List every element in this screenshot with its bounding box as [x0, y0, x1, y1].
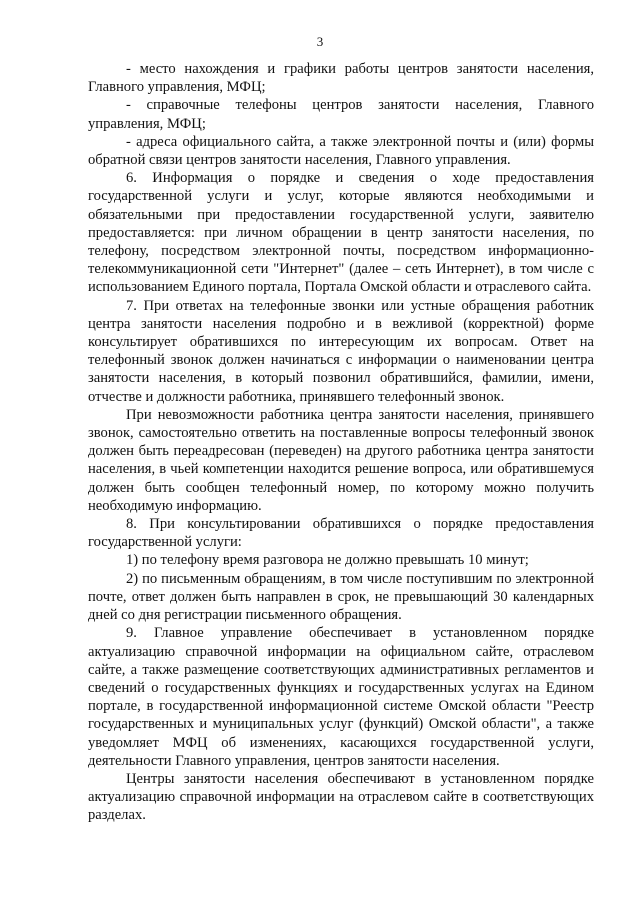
paragraph-clause-8: 8. При консультировании обратившихся о порядке предоставления государственной услуги: [88, 516, 594, 551]
paragraph-clause-6: 6. Информация о порядке и сведения о ходе предоставления государственной услуги и услуг, которые являются необходимыми и обязательными при предоставлении государственной услуги, заявителю предоставляется: при личном обращении в центр занятости населения, по телефону, посредством электронной почты, посредством информационно-телекоммуникационной сети "Интернет" (далее – сеть Интернет), в том числе с использованием Единого портала, Портала Омской области и отраслевого сайта. [88, 170, 594, 296]
page-number: 3 [316, 34, 324, 49]
paragraph-contacts-web: - адреса официального сайта, а также электронной почты и (или) формы обратной связи центров занятости населения, Главного управления. [88, 133, 594, 169]
document-body [88, 60, 594, 825]
paragraph-contacts-phones: - справочные телефоны центров занятости населения, Главного управления, МФЦ; [88, 97, 594, 132]
paragraph-clause-9-centers: Центры занятости населения обеспечивают в установленном порядке актуализацию справочной информации на отраслевом сайте в соответствующих разделах. [88, 770, 594, 824]
paragraph-clause-7-redirect: При невозможности работника центра занятости населения, принявшего звонок, самостоятельно ответить на поставленные вопросы телефонный звонок должен быть переадресован (переведен) на другого работника центра занятости населения, в чьей компетенции находится решение вопроса, или обратившемуся должен быть сообщен телефонный номер, по которому можно получить необходимую информацию. [88, 406, 594, 514]
paragraph-contacts-location: - место нахождения и графики работы центров занятости населения, Главного управления, МФЦ; [88, 61, 594, 96]
paragraph-clause-9: 9. Главное управление обеспечивает в установленном порядке актуализацию справочной информации на официальном сайте, отраслевом сайте, а также размещение соответствующих административных регламентов и сведений о государственных функциях и государственных услугах на Едином портале, в государственной информационной системе Омской области "Реестр государственных и муниципальных услуг (функций) Омской области", а также уведомляет МФЦ об изменениях, касающихся государственной услуги, деятельности Главного управления, центров занятости населения. [88, 625, 594, 769]
paragraph-clause-8-item-2: 2) по письменным обращениям, в том числе поступившим по электронной почте, ответ должен быть направлен в срок, не превышающий 30 календарных дней со дня регистрации письменного обращения. [88, 570, 594, 624]
paragraph-clause-7: 7. При ответах на телефонные звонки или устные обращения работник центра занятости населения подробно и в вежливой (корректной) форме консультирует обратившихся по интересующим их вопросам. Ответ на телефонный звонок должен начинаться с информации о наименовании центра занятости населения, в который позвонил обратившийся, фамилии, имени, отчестве и должности работника, принявшего телефонный звонок. [88, 297, 594, 405]
paragraph-clause-8-item-1: 1) по телефону время разговора не должно превышать 10 минут; [126, 552, 529, 569]
